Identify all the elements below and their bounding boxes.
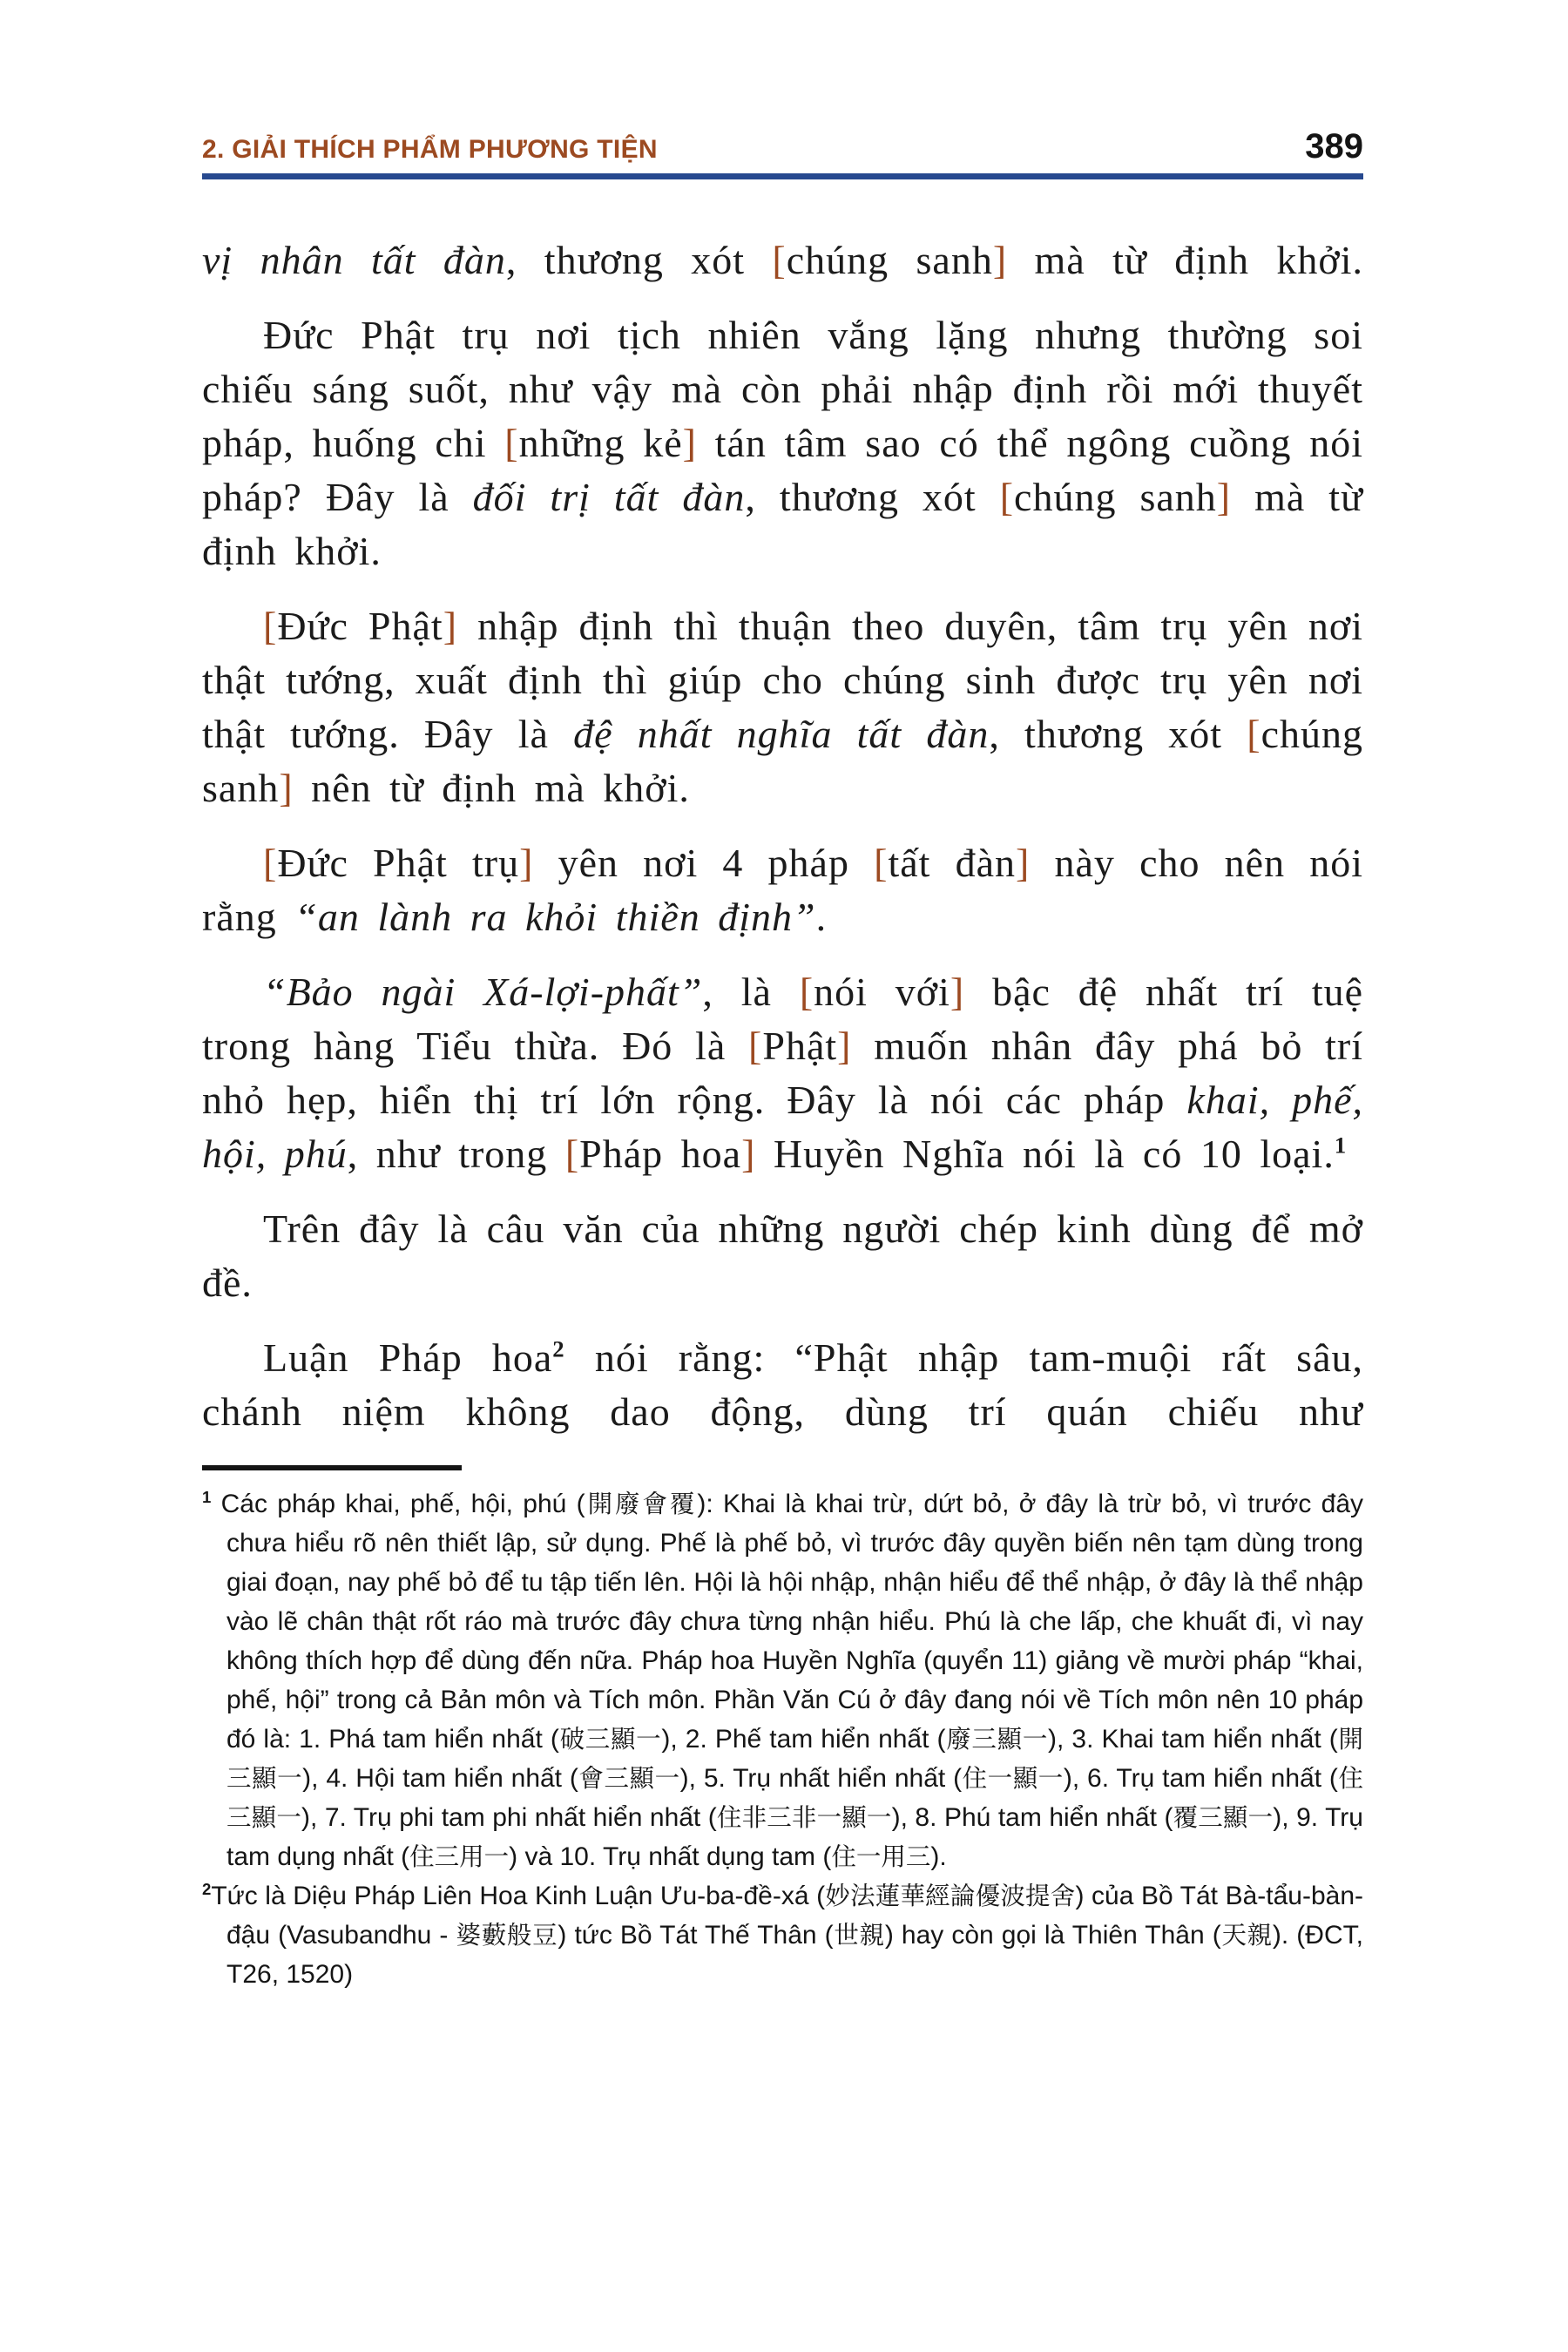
text-segment: Tức là Diệu Pháp Liên Hoa Kinh Luận Ưu-ba-đề-xá ( xyxy=(211,1882,826,1910)
text-segment: Phật xyxy=(762,1024,838,1068)
text-segment: những kẻ xyxy=(518,421,683,465)
footnote xyxy=(202,1876,1363,1994)
cjk-text: 會三顯一 xyxy=(578,1764,680,1793)
text-segment: nhập định thì thuận theo duyên, tâm trụ yên nơi thật tướng, xuất định thì giúp cho chúng sinh được trụ yên nơi thật tướng. Đây là xyxy=(202,604,1363,756)
text-segment: khai, phế, hội, phú xyxy=(202,1078,1363,1176)
cjk-text: 廢三顯一 xyxy=(945,1725,1049,1754)
text-segment: mà từ định khởi. xyxy=(202,475,1363,573)
paragraph xyxy=(202,836,1363,944)
text-segment: , thương xót xyxy=(989,712,1247,756)
bracket: ] xyxy=(1016,841,1031,885)
text-segment: Các pháp khai, phế, hội, phú ( xyxy=(211,1490,585,1518)
cjk-text: 開廢會覆 xyxy=(585,1490,698,1518)
text-segment: , là xyxy=(702,970,800,1014)
bracket: [ xyxy=(999,475,1015,519)
text-segment: nói rằng: “Phật nhập tam-muội rất sâu, chánh niệm không dao động, dùng trí quán chiếu như xyxy=(202,1335,1363,1434)
text-segment: Trên đây là câu văn của những người chép kinh dùng để mở đề. xyxy=(202,1206,1363,1305)
footnote-reference: 2 xyxy=(552,1335,565,1362)
bracket: [ xyxy=(504,421,519,465)
text-segment: ) hay còn gọi là Thiên Thân ( xyxy=(884,1921,1221,1950)
page-header xyxy=(202,127,1363,179)
cjk-text: 破三顯一 xyxy=(558,1725,662,1754)
bracket: [ xyxy=(263,604,278,648)
body-text xyxy=(202,233,1363,1439)
footnote-reference: 1 xyxy=(1334,1132,1348,1159)
bracket: ] xyxy=(950,970,965,1014)
text-segment: , thương xót xyxy=(505,238,773,282)
bracket: ] xyxy=(279,766,294,810)
bracket: ] xyxy=(1216,475,1232,519)
paragraph xyxy=(202,308,1363,578)
cjk-text: 開三顯一 xyxy=(226,1725,1364,1793)
cjk-text: 住一用三 xyxy=(831,1842,931,1871)
bracket: [ xyxy=(564,1132,580,1176)
footnote-marker: 1 xyxy=(202,1488,212,1506)
page-number: 389 xyxy=(1305,127,1363,166)
text-segment: nên từ định mà khởi. xyxy=(293,766,690,810)
text-segment: yên nơi 4 pháp xyxy=(533,841,875,885)
header-row xyxy=(202,127,1363,166)
text-segment: ). (ĐCT, T26, 1520) xyxy=(226,1921,1363,1989)
text-segment: muốn nhân đây phá bỏ trí nhỏ hẹp, hiển thị trí lớn rộng. Đây là nói các pháp xyxy=(202,1024,1363,1122)
footnote-separator xyxy=(202,1465,462,1470)
text-segment: bậc đệ nhất trí tuệ trong hàng Tiểu thừa. Đó là xyxy=(202,970,1364,1068)
text-segment: đối trị tất đàn xyxy=(472,475,746,519)
text-segment: ), 9. Trụ tam dụng nhất ( xyxy=(226,1803,1363,1871)
text-segment: chúng sanh xyxy=(786,238,993,282)
text-segment: ), 6. Trụ tam hiển nhất ( xyxy=(1063,1764,1338,1793)
footnote-list xyxy=(202,1484,1363,1994)
bracket: ] xyxy=(682,421,697,465)
footnote-marker: 2 xyxy=(202,1880,212,1898)
running-title: 2. GIẢI THÍCH PHẨM PHƯƠNG TIỆN xyxy=(202,135,658,164)
paragraph xyxy=(202,599,1363,815)
text-segment: ), 5. Trụ nhất hiển nhất ( xyxy=(679,1764,963,1793)
text-segment: , thương xót xyxy=(745,475,1000,519)
text-segment: ), 8. Phú tam hiển nhất ( xyxy=(891,1803,1173,1832)
bracket: [ xyxy=(772,238,787,282)
bracket: [ xyxy=(1247,712,1261,756)
text-segment: Pháp hoa xyxy=(579,1132,742,1176)
bracket: [ xyxy=(748,1024,763,1068)
text-segment: mà từ định khởi. xyxy=(1007,238,1363,282)
bracket: ] xyxy=(519,841,534,885)
bracket: [ xyxy=(874,841,889,885)
text-segment: ): Khai là khai trừ, dứt bỏ, ở đây là trừ bỏ, vì trước đây chưa hiểu rõ nên thiết lập, sử dụng. Phế là phế bỏ, vì trước đây quyền biến nên tạm dùng trong giai đoạn, nay phế bỏ để tu tập tiến lên. Hội là hội nhập, nhận hiểu để thể nhập, ở đây là thể nhập vào lẽ chân thật rốt ráo mà trước đây chưa từng nhận hiểu. Phú là che lấp, che khuất đi, vì nay không thích hợp để dùng đến nữa. Pháp hoa Huyền Nghĩa (quyển 11) giảng về mười pháp “khai, phế, hội” trong cả Bản môn và Tích môn. Phần Văn Cú ở đây đang nói về Tích môn nên 10 pháp đó là: 1. Phá tam hiển nhất ( xyxy=(226,1490,1363,1754)
bracket: ] xyxy=(837,1024,852,1068)
text-segment: tất đàn xyxy=(888,841,1017,885)
text-segment: Đức Phật xyxy=(277,604,443,648)
bracket: ] xyxy=(741,1132,756,1176)
header-rule xyxy=(202,173,1363,179)
cjk-text: 妙法蓮華經論優波提舍 xyxy=(825,1882,1076,1910)
text-segment: . xyxy=(815,895,828,939)
paragraph xyxy=(202,1331,1363,1439)
text-block xyxy=(202,0,1363,1994)
text-segment: ), 7. Trụ phi tam phi nhất hiển nhất ( xyxy=(301,1803,717,1832)
text-segment: ), 2. Phế tam hiển nhất ( xyxy=(661,1725,946,1754)
text-segment: chúng sanh xyxy=(202,712,1363,810)
cjk-text: 世親 xyxy=(833,1921,885,1950)
text-segment: ), 4. Hội tam hiển nhất ( xyxy=(302,1764,578,1793)
paragraph xyxy=(202,233,1363,287)
text-segment: ) tức Bồ Tát Thế Thân ( xyxy=(558,1921,834,1950)
text-segment: đệ nhất nghĩa tất đàn xyxy=(573,712,990,756)
text-segment: nói với xyxy=(814,970,950,1014)
paragraph xyxy=(202,965,1363,1181)
text-segment: ), 3. Khai tam hiển nhất ( xyxy=(1048,1725,1338,1754)
text-segment: vị nhân tất đàn xyxy=(202,238,506,282)
cjk-text: 覆三顯一 xyxy=(1173,1803,1274,1832)
text-segment: “Bảo ngài Xá-lợi-phất” xyxy=(263,970,703,1014)
text-segment: Đức Phật trụ nơi tịch nhiên vắng lặng nhưng thường soi chiếu sáng suốt, như vậy mà còn phải nhập định rồi mới thuyết pháp, huống chi xyxy=(202,313,1363,465)
text-segment: tán tâm sao có thể ngông cuồng nói pháp? Đây là xyxy=(202,421,1363,519)
cjk-text: 婆藪般豆 xyxy=(456,1921,558,1950)
text-segment: , như trong xyxy=(347,1132,565,1176)
cjk-text: 住三顯一 xyxy=(226,1764,1363,1832)
bracket: ] xyxy=(992,238,1008,282)
cjk-text: 住三用一 xyxy=(409,1842,510,1871)
paragraph xyxy=(202,1202,1363,1310)
text-segment: ). xyxy=(930,1842,947,1871)
text-segment: chúng sanh xyxy=(1014,475,1217,519)
text-segment: Huyền Nghĩa nói là có 10 loại. xyxy=(755,1132,1335,1176)
text-segment: Luận Pháp hoa xyxy=(263,1335,553,1380)
bracket: [ xyxy=(263,841,278,885)
bracket: [ xyxy=(799,970,814,1014)
cjk-text: 天親 xyxy=(1220,1921,1273,1950)
text-segment: “an lành ra khỏi thiền định” xyxy=(294,895,816,939)
footnotes-section xyxy=(202,1465,1363,1994)
cjk-text: 住一顯一 xyxy=(962,1764,1064,1793)
cjk-text: 住非三非一顯一 xyxy=(716,1803,892,1832)
text-segment: này cho nên nói rằng xyxy=(202,841,1364,939)
text-segment: ) và 10. Trụ nhất dụng tam ( xyxy=(509,1842,832,1871)
bracket: ] xyxy=(443,604,458,648)
footnote xyxy=(202,1484,1363,1876)
text-segment: Đức Phật trụ xyxy=(277,841,520,885)
text-segment: ) của Bồ Tát Bà-tẩu-bàn-đậu (Vasubandhu - xyxy=(226,1882,1363,1950)
